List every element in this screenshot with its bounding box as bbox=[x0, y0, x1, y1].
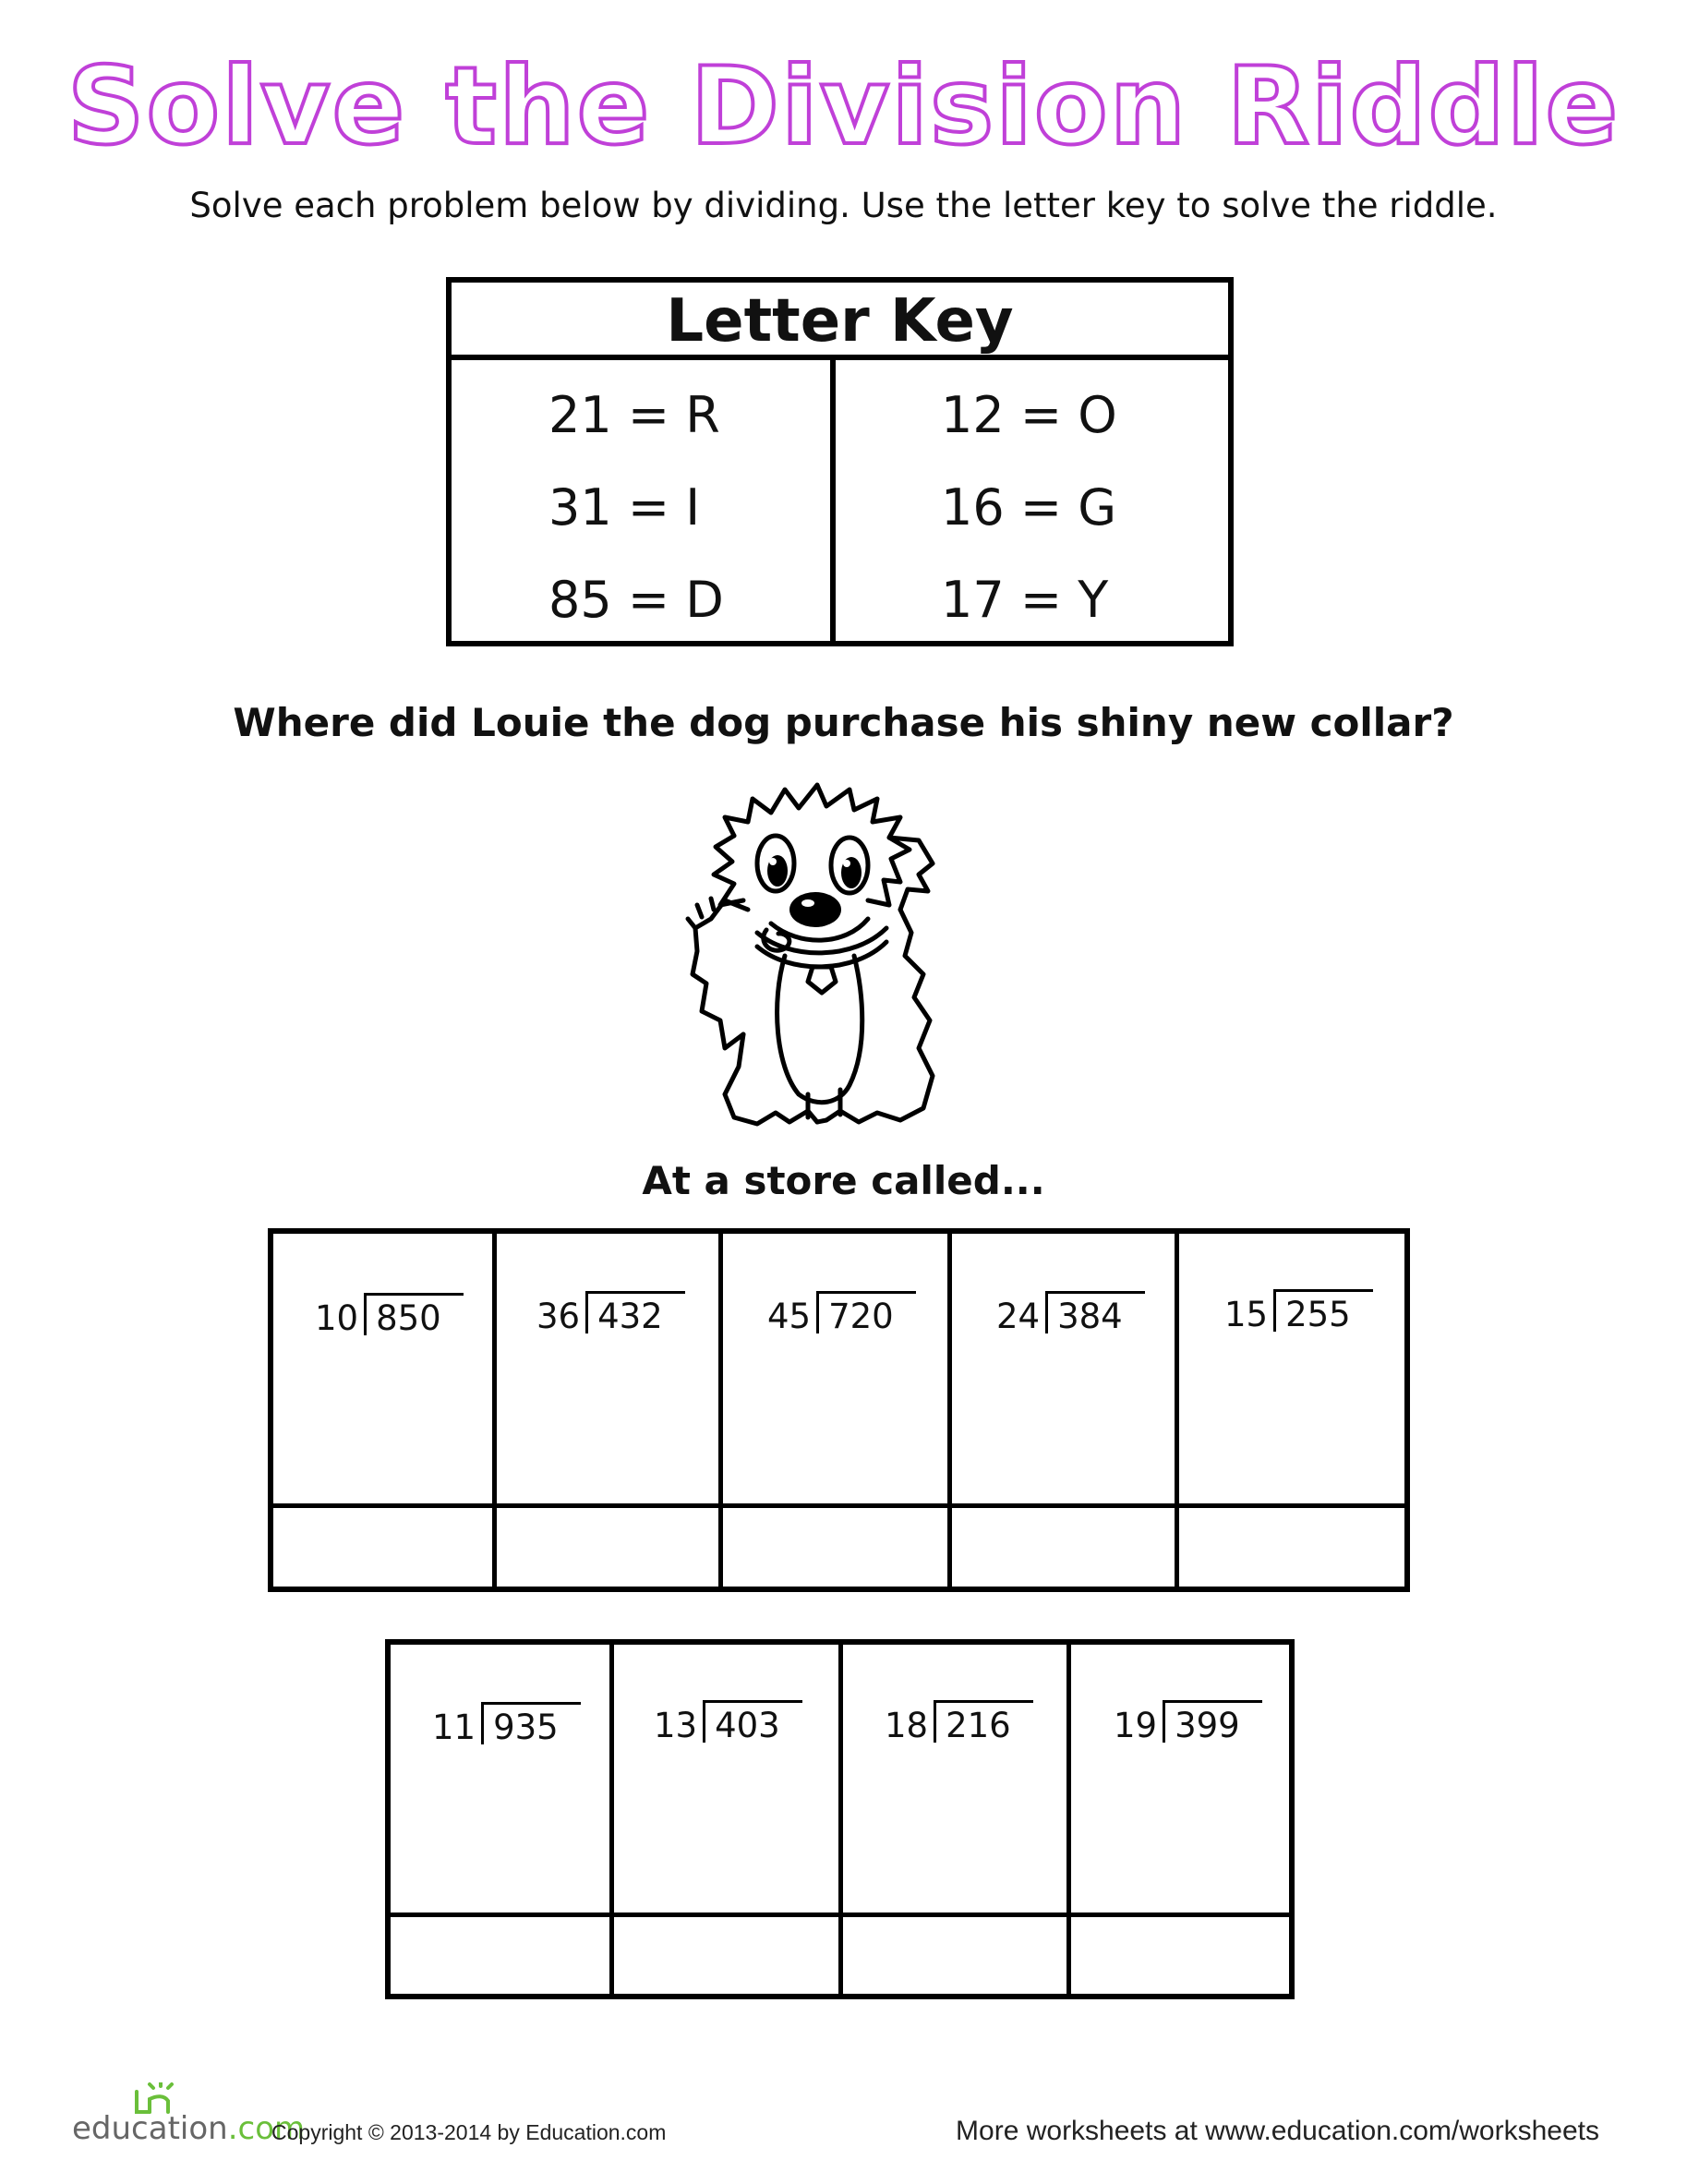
grid-divider bbox=[718, 1234, 723, 1587]
grid-divider bbox=[1066, 1645, 1071, 1994]
dividend: 399 bbox=[1163, 1700, 1262, 1743]
divisor: 45 bbox=[767, 1297, 812, 1336]
dog-illustration bbox=[669, 771, 993, 1140]
dividend: 403 bbox=[703, 1700, 802, 1743]
key-entry: 17 = Y bbox=[941, 571, 1109, 629]
division-problem bbox=[1224, 1295, 1373, 1332]
division-problem bbox=[432, 1707, 581, 1747]
dividend: 216 bbox=[934, 1700, 1033, 1743]
grid-divider bbox=[1175, 1234, 1179, 1587]
key-entry: 85 = D bbox=[548, 571, 724, 629]
education-logo-text bbox=[72, 2110, 306, 2147]
key-entry: 31 = I bbox=[548, 478, 701, 537]
more-worksheets-text: More worksheets at www.education.com/worksheets bbox=[956, 2116, 1599, 2146]
division-problem bbox=[315, 1298, 464, 1338]
answer-grid-row-1 bbox=[268, 1228, 1410, 1592]
grid-answer-line bbox=[391, 1913, 1289, 1917]
key-entry: 12 = O bbox=[941, 386, 1117, 444]
letter-key-heading: Letter Key bbox=[452, 283, 1228, 360]
division-problem bbox=[536, 1297, 685, 1336]
divisor: 13 bbox=[654, 1706, 698, 1745]
grid-divider bbox=[492, 1234, 497, 1587]
divisor: 11 bbox=[432, 1707, 476, 1747]
divisor: 15 bbox=[1224, 1295, 1269, 1334]
answer-grid-row-2 bbox=[385, 1639, 1295, 1999]
grid-divider bbox=[609, 1645, 614, 1994]
grid-divider bbox=[838, 1645, 843, 1994]
worksheet-title: Solve the Division Riddle bbox=[66, 44, 1621, 169]
divisor: 10 bbox=[315, 1298, 359, 1338]
divisor: 19 bbox=[1114, 1706, 1158, 1745]
dividend: 432 bbox=[585, 1291, 685, 1333]
dividend: 720 bbox=[816, 1291, 916, 1333]
dividend: 255 bbox=[1273, 1289, 1373, 1332]
divisor: 24 bbox=[996, 1297, 1041, 1336]
logo-main: education bbox=[72, 2110, 228, 2147]
dividend: 850 bbox=[364, 1293, 464, 1335]
instructions-text: Solve each problem below by dividing. Use the letter key to solve the riddle. bbox=[189, 186, 1498, 225]
division-problem bbox=[996, 1297, 1145, 1336]
letter-key-table bbox=[446, 277, 1234, 646]
division-problem bbox=[654, 1706, 802, 1743]
division-problem bbox=[767, 1297, 916, 1336]
division-problem bbox=[885, 1706, 1033, 1743]
grid-answer-line bbox=[273, 1503, 1404, 1508]
divisor: 36 bbox=[536, 1297, 581, 1336]
logo-suffix: .com bbox=[227, 2110, 306, 2147]
key-entry: 16 = G bbox=[941, 478, 1117, 537]
letter-key-divider bbox=[830, 360, 836, 641]
divisor: 18 bbox=[885, 1706, 929, 1745]
dividend: 384 bbox=[1045, 1291, 1145, 1333]
riddle-question: Where did Louie the dog purchase his shiny new collar? bbox=[233, 700, 1454, 745]
division-problem bbox=[1114, 1706, 1262, 1743]
dividend: 935 bbox=[481, 1702, 581, 1744]
key-entry: 21 = R bbox=[548, 386, 720, 444]
grid-divider bbox=[947, 1234, 952, 1587]
copyright-text: Copyright © 2013-2014 by Education.com bbox=[271, 2120, 667, 2144]
answer-intro: At a store called... bbox=[642, 1158, 1045, 1203]
